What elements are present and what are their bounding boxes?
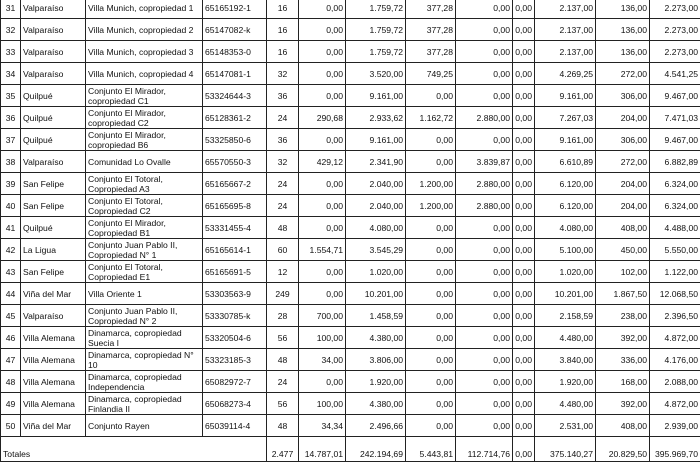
row-total: 1.122,00: [650, 261, 700, 283]
row-amount-5: 0,00: [513, 371, 535, 393]
row-subtotal: 4.480,00: [535, 393, 596, 415]
row-amount-5: 0,00: [513, 327, 535, 349]
row-amount-6: 392,00: [596, 393, 650, 415]
table-row: [1, 327, 700, 349]
row-amount-6: 168,00: [596, 371, 650, 393]
row-amount-2: 2.933,62: [346, 107, 406, 129]
table-row: [1, 239, 700, 261]
row-amount-2: 4.080,00: [346, 217, 406, 239]
row-total: 2.088,00: [650, 371, 700, 393]
row-subtotal: 2.137,00: [535, 0, 596, 19]
row-amount-2: 1.020,00: [346, 261, 406, 283]
row-subtotal: 2.158,59: [535, 305, 596, 327]
totals-total: 395.969,70: [650, 437, 700, 462]
row-number: 37: [1, 129, 21, 151]
row-total: 9.467,00: [650, 129, 700, 151]
row-amount-1: 0,00: [299, 0, 346, 19]
row-amount-4: 2.880,00: [456, 173, 513, 195]
row-amount-4: 0,00: [456, 327, 513, 349]
row-rut: 65165667-2: [203, 173, 267, 195]
row-amount-6: 408,00: [596, 217, 650, 239]
row-project-name: Dinamarca, copropiedad Finlandia II: [86, 393, 203, 415]
row-rut: 65148353-0: [203, 41, 267, 63]
row-amount-1: 34,00: [299, 349, 346, 371]
row-amount-6: 204,00: [596, 107, 650, 129]
row-total: 4.488,00: [650, 217, 700, 239]
table-row: [1, 349, 700, 371]
row-amount-4: 0,00: [456, 63, 513, 85]
row-amount-6: 204,00: [596, 195, 650, 217]
row-project-name: Conjunto El Totoral, Copropiedad E1: [86, 261, 203, 283]
row-rut: 65147082-k: [203, 19, 267, 41]
row-amount-6: 136,00: [596, 19, 650, 41]
row-amount-5: 0,00: [513, 41, 535, 63]
row-comuna: La Ligua: [21, 239, 86, 261]
row-total: 2.396,50: [650, 305, 700, 327]
row-amount-2: 2.040,00: [346, 173, 406, 195]
row-total: 4.176,00: [650, 349, 700, 371]
row-amount-6: 136,00: [596, 41, 650, 63]
totals-amount-5: 0,00: [513, 437, 535, 462]
row-subtotal: 1.920,00: [535, 371, 596, 393]
row-number: 44: [1, 283, 21, 305]
row-project-name: Dinamarca, copropiedad N° 10: [86, 349, 203, 371]
table-row: [1, 415, 700, 437]
table-row: [1, 283, 700, 305]
table-row: [1, 129, 700, 151]
row-amount-3: 1.200,00: [406, 195, 456, 217]
row-rut: 65165691-5: [203, 261, 267, 283]
row-amount-6: 272,00: [596, 63, 650, 85]
row-units: 36: [267, 129, 299, 151]
row-units: 249: [267, 283, 299, 305]
row-amount-2: 3.545,29: [346, 239, 406, 261]
totals-amount-2: 242.194,69: [346, 437, 406, 462]
row-amount-5: 0,00: [513, 129, 535, 151]
totals-amount-1: 14.787,01: [299, 437, 346, 462]
row-amount-2: 1.920,00: [346, 371, 406, 393]
row-subtotal: 9.161,00: [535, 85, 596, 107]
row-total: 2.273,00: [650, 41, 700, 63]
row-project-name: Conjunto El Mirador, copropiedad B6: [86, 129, 203, 151]
row-amount-5: 0,00: [513, 0, 535, 19]
row-amount-1: 100,00: [299, 393, 346, 415]
row-rut: 65165695-8: [203, 195, 267, 217]
row-amount-4: 0,00: [456, 349, 513, 371]
row-amount-3: 0,00: [406, 415, 456, 437]
row-project-name: Conjunto Juan Pablo II, Copropiedad N° 1: [86, 239, 203, 261]
row-amount-5: 0,00: [513, 85, 535, 107]
row-amount-3: 1.162,72: [406, 107, 456, 129]
row-amount-4: 0,00: [456, 393, 513, 415]
row-rut: 53324644-3: [203, 85, 267, 107]
row-comuna: Quilpué: [21, 217, 86, 239]
row-amount-3: 377,28: [406, 0, 456, 19]
row-units: 36: [267, 85, 299, 107]
table-row: [1, 195, 700, 217]
row-amount-4: 0,00: [456, 85, 513, 107]
totals-units: 2.477: [267, 437, 299, 462]
row-units: 60: [267, 239, 299, 261]
row-amount-3: 0,00: [406, 305, 456, 327]
row-rut: 65039114-4: [203, 415, 267, 437]
row-amount-1: 0,00: [299, 371, 346, 393]
row-units: 16: [267, 19, 299, 41]
row-project-name: Dinamarca, copropiedad Suecia I: [86, 327, 203, 349]
row-amount-1: 0,00: [299, 283, 346, 305]
table-row: [1, 0, 700, 19]
row-comuna: Quilpué: [21, 129, 86, 151]
row-total: 9.467,00: [650, 85, 700, 107]
table-row: [1, 305, 700, 327]
row-amount-2: 2.496,66: [346, 415, 406, 437]
row-number: 38: [1, 151, 21, 173]
row-subtotal: 1.020,00: [535, 261, 596, 283]
row-amount-6: 238,00: [596, 305, 650, 327]
row-project-name: Villa Munich, copropiedad 2: [86, 19, 203, 41]
row-amount-4: 0,00: [456, 217, 513, 239]
row-total: 4.872,00: [650, 327, 700, 349]
row-subtotal: 4.269,25: [535, 63, 596, 85]
row-total: 4.541,25: [650, 63, 700, 85]
row-amount-4: 0,00: [456, 261, 513, 283]
row-rut: 65165192-1: [203, 0, 267, 19]
row-project-name: Conjunto El Mirador, copropiedad C2: [86, 107, 203, 129]
row-amount-4: 0,00: [456, 239, 513, 261]
row-amount-2: 2.341,90: [346, 151, 406, 173]
row-comuna: Villa Alemana: [21, 349, 86, 371]
row-amount-5: 0,00: [513, 305, 535, 327]
row-amount-6: 102,00: [596, 261, 650, 283]
row-amount-5: 0,00: [513, 195, 535, 217]
row-amount-3: 377,28: [406, 41, 456, 63]
row-amount-6: 392,00: [596, 327, 650, 349]
row-rut: 53325850-6: [203, 129, 267, 151]
row-amount-4: 0,00: [456, 19, 513, 41]
row-amount-3: 0,00: [406, 129, 456, 151]
row-comuna: Villa Alemana: [21, 327, 86, 349]
row-project-name: Conjunto Rayen: [86, 415, 203, 437]
row-amount-5: 0,00: [513, 107, 535, 129]
row-amount-3: 0,00: [406, 85, 456, 107]
row-amount-6: 306,00: [596, 85, 650, 107]
row-comuna: Valparaíso: [21, 41, 86, 63]
row-amount-2: 9.161,00: [346, 129, 406, 151]
row-amount-1: 700,00: [299, 305, 346, 327]
row-project-name: Villa Oriente 1: [86, 283, 203, 305]
row-amount-2: 1.759,72: [346, 19, 406, 41]
row-total: 2.273,00: [650, 0, 700, 19]
table-row: [1, 261, 700, 283]
row-project-name: Conjunto El Mirador, Copropiedad B1: [86, 217, 203, 239]
row-subtotal: 9.161,00: [535, 129, 596, 151]
row-amount-2: 1.759,72: [346, 0, 406, 19]
row-amount-1: 0,00: [299, 173, 346, 195]
row-units: 24: [267, 371, 299, 393]
row-units: 16: [267, 0, 299, 19]
row-number: 34: [1, 63, 21, 85]
row-number: 46: [1, 327, 21, 349]
row-units: 48: [267, 349, 299, 371]
row-project-name: Comunidad Lo Ovalle: [86, 151, 203, 173]
table-row: [1, 85, 700, 107]
row-amount-6: 272,00: [596, 151, 650, 173]
row-comuna: Villa Alemana: [21, 371, 86, 393]
row-amount-2: 3.806,00: [346, 349, 406, 371]
row-subtotal: 10.201,00: [535, 283, 596, 305]
row-amount-3: 1.200,00: [406, 173, 456, 195]
row-amount-6: 1.867,50: [596, 283, 650, 305]
row-amount-1: 0,00: [299, 217, 346, 239]
row-amount-4: 0,00: [456, 371, 513, 393]
row-project-name: Conjunto Juan Pablo II, Copropiedad N° 2: [86, 305, 203, 327]
row-number: 43: [1, 261, 21, 283]
row-units: 48: [267, 217, 299, 239]
row-amount-4: 0,00: [456, 0, 513, 19]
row-amount-1: 0,00: [299, 41, 346, 63]
row-amount-4: 2.880,00: [456, 195, 513, 217]
table-row: [1, 393, 700, 415]
row-amount-3: 0,00: [406, 349, 456, 371]
row-amount-6: 408,00: [596, 415, 650, 437]
row-amount-1: 0,00: [299, 63, 346, 85]
row-number: 36: [1, 107, 21, 129]
row-amount-4: 0,00: [456, 415, 513, 437]
row-amount-3: 0,00: [406, 239, 456, 261]
row-amount-4: 0,00: [456, 129, 513, 151]
row-amount-1: 0,00: [299, 195, 346, 217]
row-number: 42: [1, 239, 21, 261]
table-row: [1, 371, 700, 393]
row-amount-5: 0,00: [513, 63, 535, 85]
table-row: [1, 19, 700, 41]
row-comuna: Viña del Mar: [21, 415, 86, 437]
row-number: 41: [1, 217, 21, 239]
row-amount-3: 0,00: [406, 393, 456, 415]
row-rut: 65082972-7: [203, 371, 267, 393]
table-row: [1, 41, 700, 63]
row-number: 49: [1, 393, 21, 415]
row-units: 32: [267, 151, 299, 173]
row-amount-5: 0,00: [513, 239, 535, 261]
totals-row: [1, 437, 700, 462]
row-number: 33: [1, 41, 21, 63]
row-amount-2: 4.380,00: [346, 393, 406, 415]
row-subtotal: 2.137,00: [535, 41, 596, 63]
row-amount-5: 0,00: [513, 415, 535, 437]
row-amount-1: 290,68: [299, 107, 346, 129]
row-amount-3: 377,28: [406, 19, 456, 41]
row-rut: 53330785-k: [203, 305, 267, 327]
row-amount-1: 0,00: [299, 19, 346, 41]
row-amount-2: 4.380,00: [346, 327, 406, 349]
row-rut: 65147081-1: [203, 63, 267, 85]
row-amount-1: 0,00: [299, 261, 346, 283]
table-row: [1, 173, 700, 195]
row-total: 4.872,00: [650, 393, 700, 415]
row-amount-1: 34,34: [299, 415, 346, 437]
row-number: 32: [1, 19, 21, 41]
row-comuna: Viña del Mar: [21, 283, 86, 305]
row-units: 32: [267, 63, 299, 85]
totals-subtotal: 375.140,27: [535, 437, 596, 462]
row-number: 35: [1, 85, 21, 107]
row-rut: 65165614-1: [203, 239, 267, 261]
table-row: [1, 63, 700, 85]
row-comuna: Valparaíso: [21, 305, 86, 327]
row-comuna: Valparaíso: [21, 151, 86, 173]
row-number: 31: [1, 0, 21, 19]
row-amount-2: 10.201,00: [346, 283, 406, 305]
row-subtotal: 6.120,00: [535, 173, 596, 195]
row-amount-5: 0,00: [513, 173, 535, 195]
row-project-name: Conjunto El Mirador, copropiedad C1: [86, 85, 203, 107]
row-project-name: Villa Munich, copropiedad 1: [86, 0, 203, 19]
row-amount-3: 0,00: [406, 261, 456, 283]
row-amount-3: 0,00: [406, 283, 456, 305]
row-amount-2: 9.161,00: [346, 85, 406, 107]
row-project-name: Villa Munich, copropiedad 3: [86, 41, 203, 63]
row-comuna: Valparaíso: [21, 63, 86, 85]
row-total: 6.324,00: [650, 173, 700, 195]
row-amount-1: 1.554,71: [299, 239, 346, 261]
row-comuna: Valparaíso: [21, 0, 86, 19]
row-amount-2: 1.458,59: [346, 305, 406, 327]
row-total: 6.882,89: [650, 151, 700, 173]
row-project-name: Dinamarca, copropiedad Independencia: [86, 371, 203, 393]
row-total: 5.550,00: [650, 239, 700, 261]
row-number: 47: [1, 349, 21, 371]
row-amount-4: 2.880,00: [456, 107, 513, 129]
row-subtotal: 4.480,00: [535, 327, 596, 349]
row-units: 24: [267, 107, 299, 129]
row-amount-6: 450,00: [596, 239, 650, 261]
table-row: [1, 151, 700, 173]
row-rut: 53331455-4: [203, 217, 267, 239]
row-amount-6: 306,00: [596, 129, 650, 151]
row-number: 39: [1, 173, 21, 195]
row-amount-4: 0,00: [456, 305, 513, 327]
row-amount-2: 2.040,00: [346, 195, 406, 217]
totals-amount-4: 112.714,76: [456, 437, 513, 462]
row-units: 48: [267, 415, 299, 437]
row-comuna: San Felipe: [21, 261, 86, 283]
row-amount-4: 0,00: [456, 283, 513, 305]
row-amount-5: 0,00: [513, 283, 535, 305]
totals-amount-3: 5.443,81: [406, 437, 456, 462]
row-amount-3: 0,00: [406, 217, 456, 239]
row-units: 56: [267, 327, 299, 349]
row-amount-3: 0,00: [406, 371, 456, 393]
row-units: 24: [267, 173, 299, 195]
row-amount-5: 0,00: [513, 349, 535, 371]
row-amount-2: 1.759,72: [346, 41, 406, 63]
row-total: 2.273,00: [650, 19, 700, 41]
row-total: 2.939,00: [650, 415, 700, 437]
row-subtotal: 4.080,00: [535, 217, 596, 239]
row-number: 40: [1, 195, 21, 217]
row-amount-3: 0,00: [406, 151, 456, 173]
row-comuna: Quilpué: [21, 85, 86, 107]
row-number: 48: [1, 371, 21, 393]
row-amount-1: 100,00: [299, 327, 346, 349]
totals-amount-6: 20.829,50: [596, 437, 650, 462]
row-total: 7.471,03: [650, 107, 700, 129]
row-comuna: San Felipe: [21, 195, 86, 217]
row-units: 16: [267, 41, 299, 63]
row-amount-1: 0,00: [299, 129, 346, 151]
row-amount-5: 0,00: [513, 393, 535, 415]
row-amount-5: 0,00: [513, 151, 535, 173]
row-subtotal: 2.137,00: [535, 19, 596, 41]
row-amount-3: 0,00: [406, 327, 456, 349]
row-total: 6.324,00: [650, 195, 700, 217]
row-number: 45: [1, 305, 21, 327]
row-subtotal: 6.120,00: [535, 195, 596, 217]
row-comuna: Valparaíso: [21, 19, 86, 41]
row-amount-6: 336,00: [596, 349, 650, 371]
row-amount-5: 0,00: [513, 19, 535, 41]
row-comuna: San Felipe: [21, 173, 86, 195]
row-rut: 65128361-2: [203, 107, 267, 129]
row-amount-4: 3.839,87: [456, 151, 513, 173]
row-amount-4: 0,00: [456, 41, 513, 63]
row-number: 50: [1, 415, 21, 437]
row-amount-1: 0,00: [299, 85, 346, 107]
row-rut: 53323185-3: [203, 349, 267, 371]
row-project-name: Villa Munich, copropiedad 4: [86, 63, 203, 85]
row-comuna: Quilpué: [21, 107, 86, 129]
row-units: 12: [267, 261, 299, 283]
row-units: 24: [267, 195, 299, 217]
table-row: [1, 107, 700, 129]
row-project-name: Conjunto El Totoral, Copropiedad C2: [86, 195, 203, 217]
row-subtotal: 2.531,00: [535, 415, 596, 437]
row-subtotal: 3.840,00: [535, 349, 596, 371]
row-amount-6: 136,00: [596, 0, 650, 19]
row-units: 28: [267, 305, 299, 327]
table-row: [1, 217, 700, 239]
row-comuna: Villa Alemana: [21, 393, 86, 415]
row-subtotal: 6.610,89: [535, 151, 596, 173]
row-amount-2: 3.520,00: [346, 63, 406, 85]
row-subtotal: 7.267,03: [535, 107, 596, 129]
row-total: 12.068,50: [650, 283, 700, 305]
row-amount-5: 0,00: [513, 217, 535, 239]
row-amount-3: 749,25: [406, 63, 456, 85]
row-rut: 53303563-9: [203, 283, 267, 305]
row-amount-1: 429,12: [299, 151, 346, 173]
row-units: 56: [267, 393, 299, 415]
row-rut: 53320504-6: [203, 327, 267, 349]
row-subtotal: 5.100,00: [535, 239, 596, 261]
row-amount-5: 0,00: [513, 261, 535, 283]
row-amount-6: 204,00: [596, 173, 650, 195]
totals-label: Totales: [1, 437, 267, 462]
row-rut: 65068273-4: [203, 393, 267, 415]
row-rut: 65570550-3: [203, 151, 267, 173]
row-project-name: Conjunto El Totoral, Copropiedad A3: [86, 173, 203, 195]
